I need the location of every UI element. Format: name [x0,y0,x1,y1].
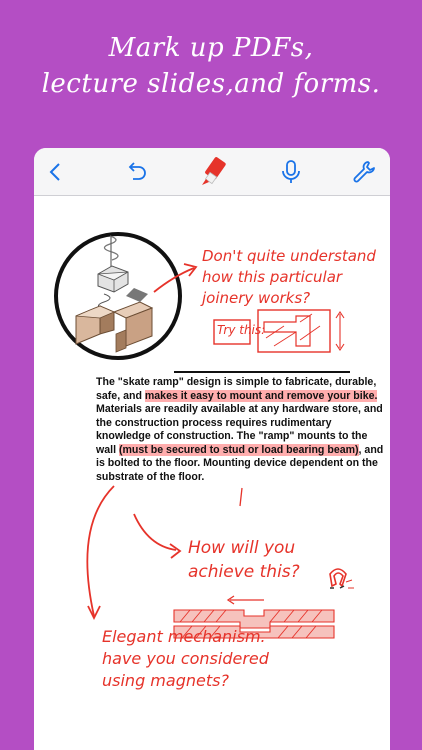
tools-button[interactable] [350,158,378,186]
headline [0,30,422,102]
device-frame [34,148,390,750]
annotation-joinery-question: Don't quite understand how this particular joinery works? [202,247,376,307]
headline-line-2: lecture slides,and forms. [41,69,381,99]
paragraph-text-middle: Materials are readily available at any hardware store, and the construction process requires rudimentary knowledge of construction. The "ramp" mounts to the wall [96,403,383,456]
paragraph-text-end: , and is bolted to the floor. Mounting device dependent on the substrate of the floor. [96,443,384,483]
marker-pen-icon [196,154,232,190]
annotation-magnets-suggestion: Elegant mechanism. have you considered using magnets? [102,627,269,690]
annotation-try-this: Try this: [217,323,266,337]
headline-line-1: Mark up PDFs, [108,33,314,63]
annotation-achieve-question: How will you achieve this? [188,538,300,582]
wrench-icon [350,158,378,186]
undo-button[interactable] [122,158,150,186]
paragraph-text-intro: The "skate ramp" design is simple to fabricate, durable, safe, and [96,376,377,402]
marker-tool-button[interactable] [196,154,232,190]
microphone-icon [277,158,305,186]
back-button[interactable] [42,158,70,186]
undo-icon [122,158,150,186]
highlight-secured-stud: (must be secured to stud or load bearing beam) [118,443,359,456]
microphone-button[interactable] [277,158,305,186]
toolbar [34,148,390,196]
back-chevron-icon [42,158,70,186]
highlight-mount-remove: makes it easy to mount and remove your bike. [144,389,378,402]
document-page[interactable] [34,196,390,750]
document-paragraph [96,376,384,484]
